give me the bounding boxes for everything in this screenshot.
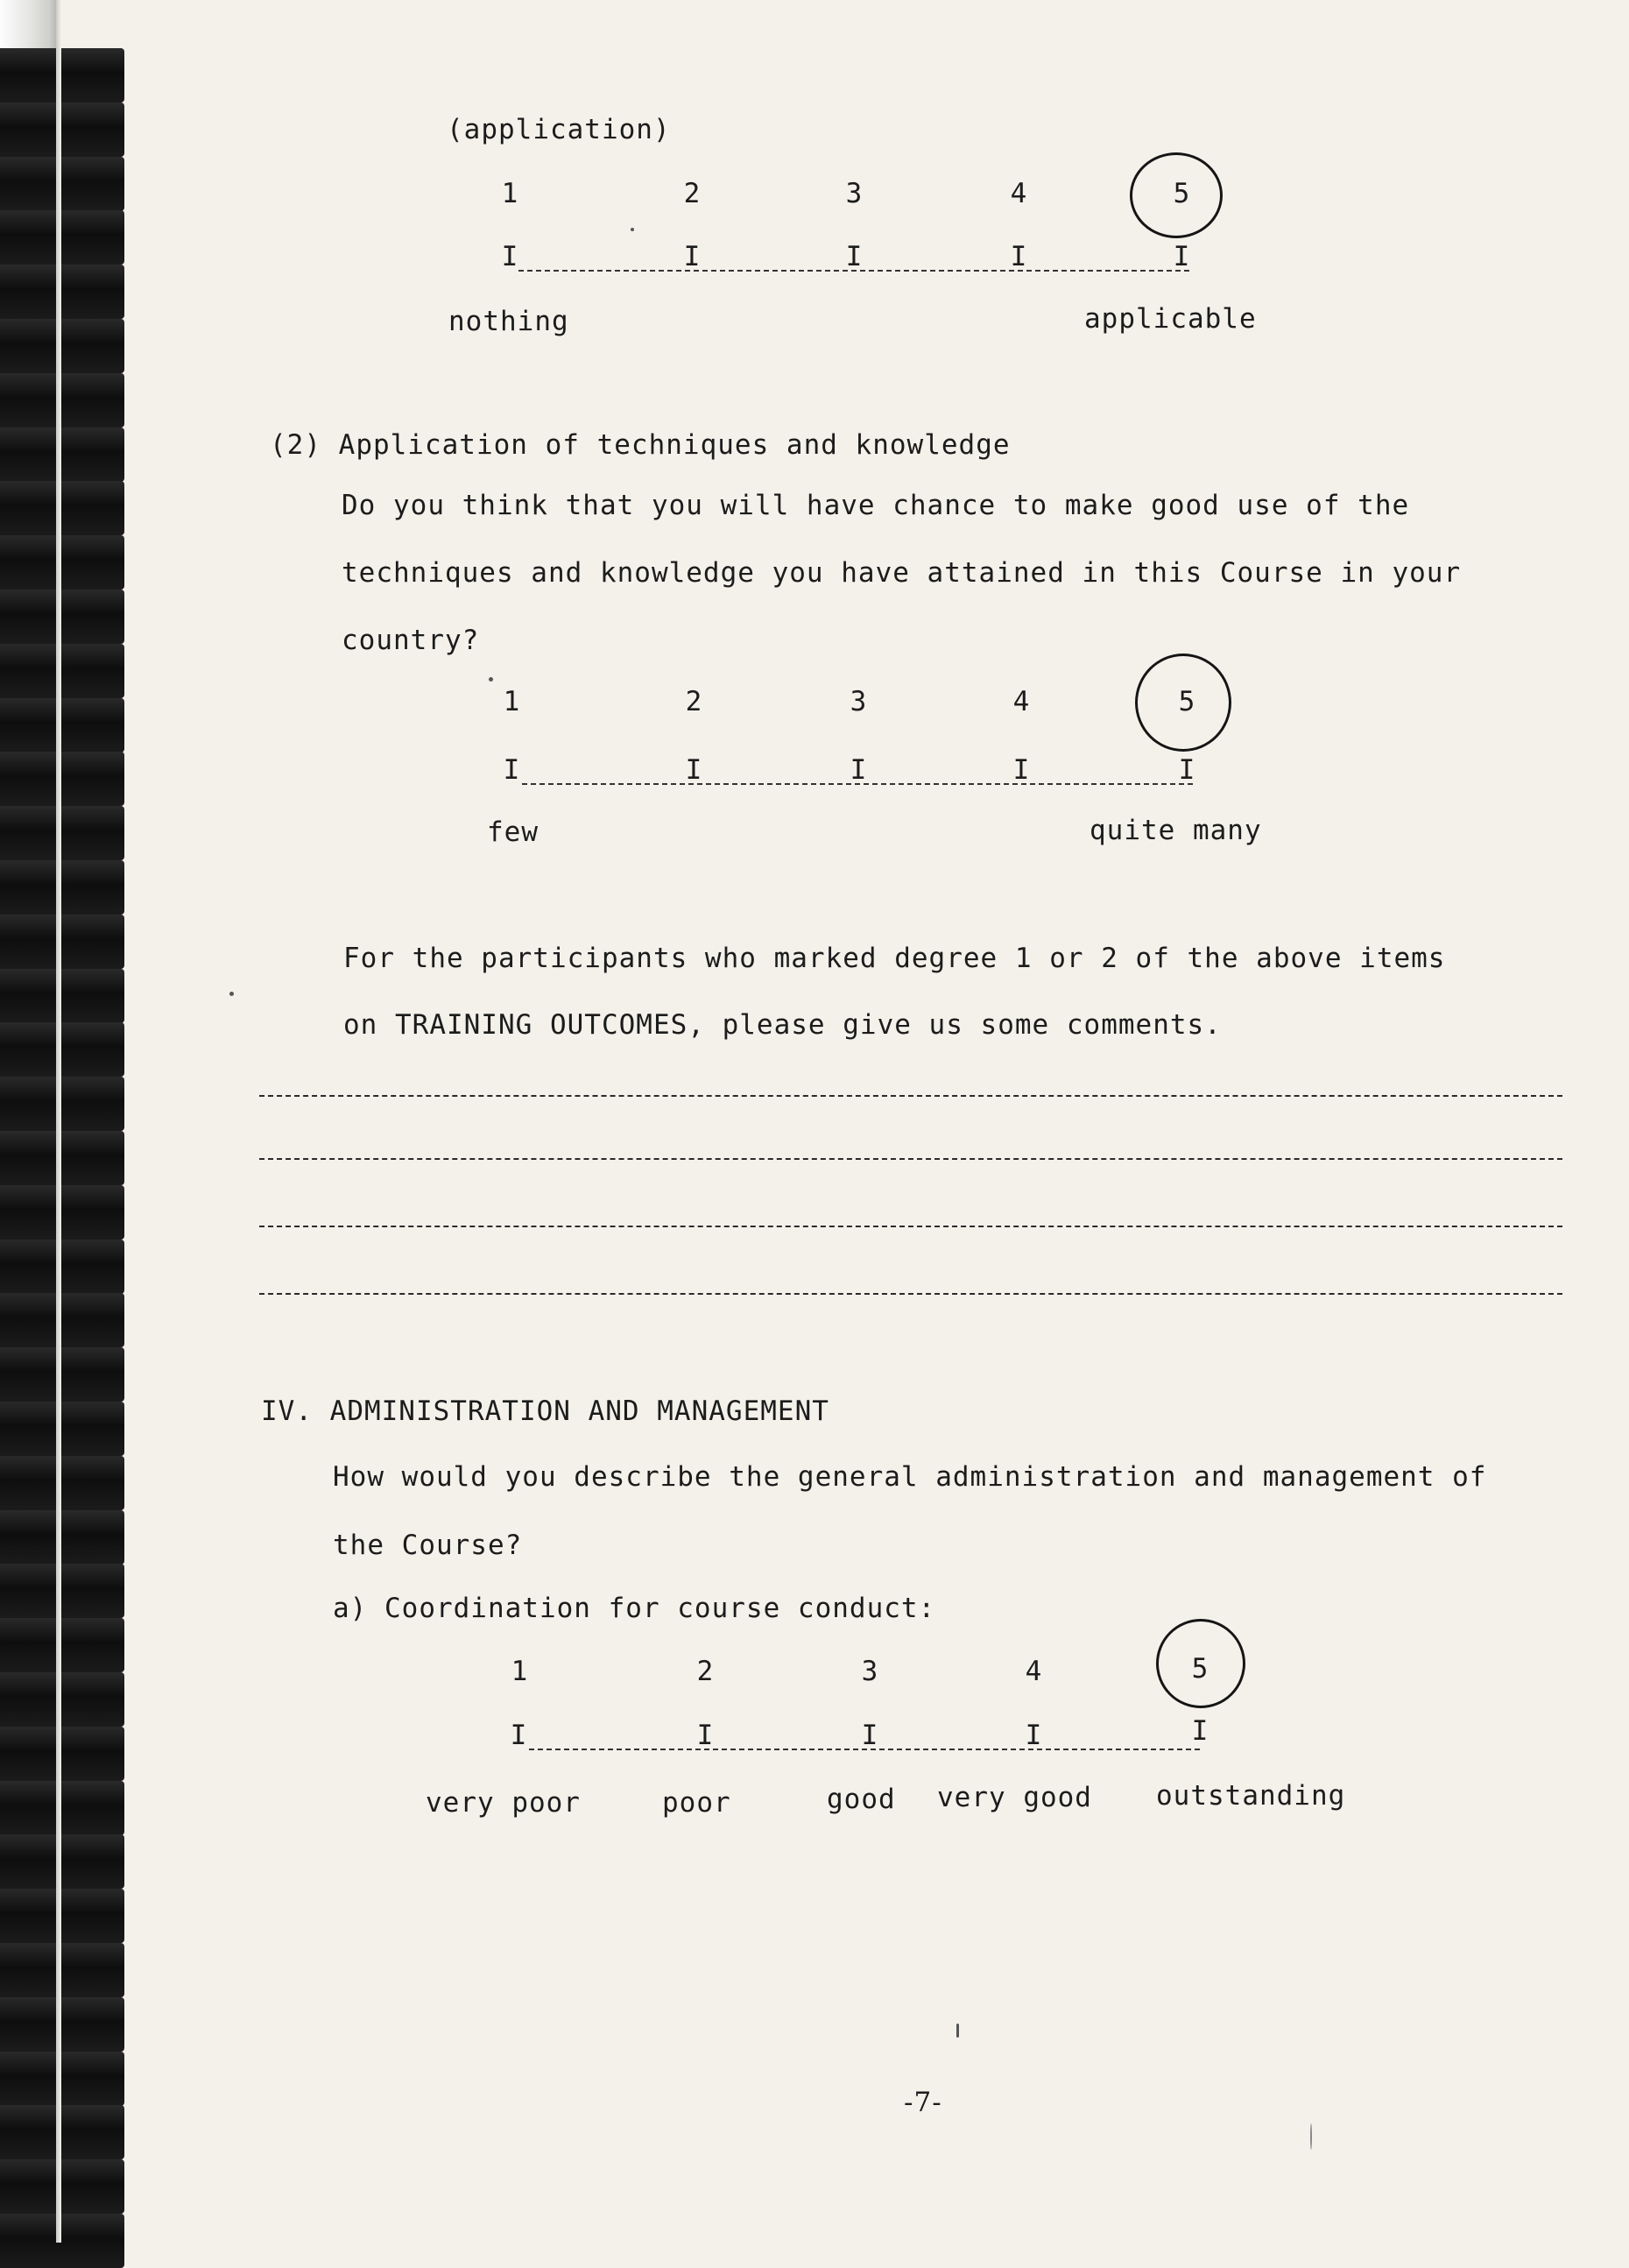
binding-ring (0, 806, 124, 860)
binding-ring (0, 1672, 124, 1727)
binding-ring (0, 319, 124, 373)
binding-ring (0, 1402, 124, 1456)
comment-line-4[interactable] (259, 1293, 1562, 1295)
binding-ring (0, 1727, 124, 1781)
scale3-tick-3: I (861, 1720, 878, 1751)
comment-line-1[interactable] (259, 1095, 1562, 1097)
paper-speck (229, 992, 234, 996)
page-number: -7- (904, 2087, 942, 2118)
scale3-tick-1: I (510, 1720, 527, 1751)
scale1-number-2: 2 (683, 178, 701, 209)
binding-ring (0, 210, 124, 265)
question2-line-3: country? (342, 625, 480, 656)
scale1-left-anchor: nothing (448, 306, 569, 337)
scale3-tick-5: I (1191, 1715, 1209, 1747)
binding-ring (0, 102, 124, 157)
comment-line-3[interactable] (259, 1226, 1562, 1227)
application-label: (application) (447, 114, 671, 145)
scale1-tick-5: I (1173, 241, 1190, 272)
binding-ring (0, 373, 124, 427)
binding-ring (0, 1834, 124, 1889)
paper-speck (956, 2024, 959, 2038)
scale1-number-5: 5 (1173, 178, 1190, 209)
scale3-anchor-very-poor: very poor (426, 1787, 581, 1819)
question2-line-1: Do you think that you will have chance to make good use of the (342, 490, 1410, 521)
binding-ring (0, 1077, 124, 1131)
paper-speck (489, 677, 493, 682)
comments-prompt-line-2: on TRAINING OUTCOMES, please give us some comments. (343, 1009, 1222, 1041)
binding-ring (0, 1240, 124, 1294)
scale2-tick-2: I (685, 754, 702, 786)
binding-ring (0, 1943, 124, 1997)
scale3-tick-2: I (696, 1720, 714, 1751)
scale1-tick-2: I (683, 241, 701, 272)
section4-line-2: the Course? (333, 1530, 523, 1561)
question2-heading: (2) Application of techniques and knowledge (270, 429, 1011, 461)
binding-ring (0, 1997, 124, 2052)
binding-ring (0, 969, 124, 1023)
binding-ring (0, 860, 124, 915)
scale3-tick-4: I (1025, 1720, 1042, 1751)
section4-item-a: a) Coordination for course conduct: (333, 1593, 936, 1624)
scale3-number-1: 1 (511, 1656, 528, 1687)
scale1-tick-1: I (501, 241, 518, 272)
scale1-tick-3: I (845, 241, 863, 272)
scale2-number-4: 4 (1012, 686, 1030, 717)
scale1-number-4: 4 (1010, 178, 1027, 209)
question2-line-2: techniques and knowledge you have attained in this Course in your (342, 557, 1462, 589)
binding-ring (0, 1131, 124, 1185)
binding-ring (0, 1293, 124, 1347)
binding-ring (0, 1781, 124, 1835)
comments-prompt-line-1: For the participants who marked degree 1 or 2 of the above items (343, 943, 1446, 974)
binding-ring (0, 2214, 124, 2268)
scale2-number-3: 3 (850, 686, 867, 717)
binding-ring (0, 752, 124, 806)
section4-heading: IV. ADMINISTRATION AND MANAGEMENT (261, 1395, 829, 1427)
scale1-answer-circle (1130, 152, 1223, 238)
scale2-number-5: 5 (1178, 686, 1195, 717)
binding-ring (0, 265, 124, 319)
scale1-tick-4: I (1010, 241, 1027, 272)
scale1-right-anchor: applicable (1084, 303, 1257, 335)
binding-ring (0, 1618, 124, 1672)
scale2-tick-3: I (850, 754, 867, 786)
binding-ring (0, 1889, 124, 1943)
scale3-anchor-poor: poor (662, 1787, 731, 1819)
scale2-right-anchor: quite many (1090, 815, 1262, 846)
binding-ring (0, 698, 124, 752)
paper-edge (56, 0, 61, 2243)
paper-speck (1310, 2123, 1312, 2150)
binding-ring (0, 2159, 124, 2214)
binding-ring (0, 1564, 124, 1618)
binding-ring (0, 590, 124, 644)
scale3-anchor-outstanding: outstanding (1156, 1780, 1346, 1812)
binding-ring (0, 1022, 124, 1077)
scale2-answer-circle (1135, 654, 1231, 752)
binding-ring (0, 644, 124, 698)
scale3-number-3: 3 (861, 1656, 878, 1687)
binding-ring (0, 1456, 124, 1510)
scale2-tick-1: I (503, 754, 520, 786)
scale1-number-3: 3 (845, 178, 863, 209)
scale3-answer-circle (1156, 1619, 1245, 1708)
scale1-number-1: 1 (501, 178, 518, 209)
scale2-number-1: 1 (503, 686, 520, 717)
binding-ring (0, 2105, 124, 2159)
scale3-number-5: 5 (1191, 1653, 1209, 1685)
scale3-anchor-good: good (827, 1784, 896, 1815)
comment-line-2[interactable] (259, 1158, 1562, 1160)
paper-speck (631, 228, 634, 231)
scale3-number-2: 2 (696, 1656, 714, 1687)
binding-ring (0, 535, 124, 590)
scale3-number-4: 4 (1025, 1656, 1042, 1687)
binding-ring (0, 1510, 124, 1565)
scale2-left-anchor: few (487, 816, 539, 848)
binding-ring (0, 157, 124, 211)
scale2-number-2: 2 (685, 686, 702, 717)
scale2-tick-4: I (1012, 754, 1030, 786)
binding-ring (0, 2052, 124, 2106)
scale2-tick-5: I (1178, 754, 1195, 786)
section4-line-1: How would you describe the general administration and management of (333, 1461, 1487, 1493)
binding-ring (0, 915, 124, 969)
binding-ring (0, 1347, 124, 1402)
binding-ring (0, 48, 124, 102)
scale3-anchor-very-good: very good (937, 1782, 1092, 1813)
binding-ring (0, 1185, 124, 1240)
binding-ring (0, 481, 124, 535)
binding-ring (0, 427, 124, 482)
